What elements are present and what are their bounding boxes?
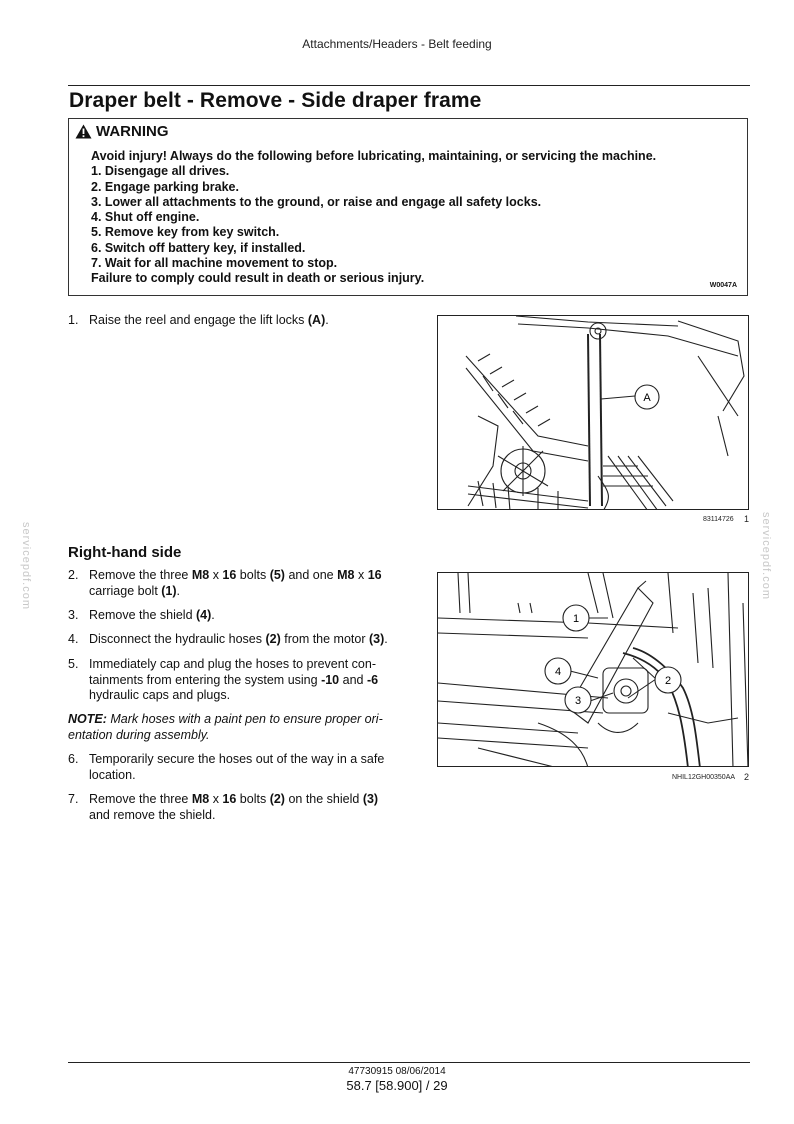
warning-line: Avoid injury! Always do the following before lubricating, maintaining, or servicing the machine. bbox=[91, 149, 657, 163]
callout-2-label: 2 bbox=[664, 675, 672, 687]
step-number: 2. bbox=[68, 568, 79, 582]
watermark-right: servicepdf.com bbox=[759, 512, 772, 600]
draper-motor-illustration bbox=[438, 573, 749, 767]
figure-2-side-draper-motor bbox=[437, 572, 749, 767]
step-text: Immediately cap and plug the hoses to prevent con- tainments from entering the system using -10 and -6 hydraulic caps and plugs. bbox=[89, 657, 379, 702]
footer-rule bbox=[68, 1062, 750, 1063]
step-number: 6. bbox=[68, 752, 79, 766]
warning-line: 7. Wait for all machine movement to stop. bbox=[91, 256, 338, 271]
step-number: 1. bbox=[68, 313, 79, 327]
callout-1-label: 1 bbox=[572, 613, 580, 625]
step-7 bbox=[68, 792, 413, 824]
section-heading: Right-hand side bbox=[68, 544, 182, 561]
step-6 bbox=[68, 752, 413, 784]
step-text: Raise the reel and engage the lift locks (A). bbox=[89, 313, 329, 327]
note-paragraph: NOTE: Mark hoses with a paint pen to ensure proper ori- entation during assembly. bbox=[68, 712, 383, 742]
step-3 bbox=[68, 608, 413, 624]
callout-4-label: 4 bbox=[554, 666, 562, 678]
figure-1-reel-lift-lock bbox=[437, 315, 749, 510]
callout-a-label: A bbox=[643, 392, 651, 404]
step-number: 5. bbox=[68, 657, 79, 671]
step-2 bbox=[68, 568, 413, 600]
figure-1-number: 1 bbox=[744, 514, 750, 524]
footer-doc-id: 47730915 08/06/2014 bbox=[348, 1066, 446, 1077]
warning-box bbox=[68, 118, 748, 296]
warning-code: W0047A bbox=[709, 282, 737, 289]
warning-line: 2. Engage parking brake. bbox=[91, 179, 239, 194]
warning-line: 3. Lower all attachments to the ground, or raise and engage all safety locks. bbox=[91, 194, 542, 209]
running-header: Attachments/Headers - Belt feeding bbox=[302, 37, 492, 51]
step-5 bbox=[68, 657, 413, 705]
warning-line: 1. Disengage all drives. bbox=[91, 164, 230, 179]
step-number: 3. bbox=[68, 608, 79, 622]
page-title: Draper belt - Remove - Side draper frame bbox=[69, 89, 482, 112]
warning-list bbox=[91, 149, 656, 287]
note-label: NOTE: bbox=[68, 712, 107, 726]
warning-line: 4. Shut off engine. bbox=[91, 210, 200, 225]
warning-line: Failure to comply could result in death or serious injury. bbox=[91, 271, 425, 286]
step-1 bbox=[68, 313, 418, 329]
figure-2-number: 2 bbox=[744, 772, 750, 782]
header-rule bbox=[68, 85, 750, 86]
step-text: Disconnect the hydraulic hoses (2) from the motor (3). bbox=[89, 632, 388, 646]
step-text: Temporarily secure the hoses out of the way in a safe location. bbox=[89, 752, 385, 782]
watermark-left: servicepdf.com bbox=[19, 522, 32, 610]
warning-heading bbox=[75, 123, 169, 140]
step-number: 4. bbox=[68, 632, 79, 646]
figure-2-caption: NHIL12GH00350AA bbox=[672, 774, 736, 781]
step-text: Remove the three M8 x 16 bolts (5) and one M8 x 16 carriage bolt (1). bbox=[89, 568, 382, 598]
callout-3-label: 3 bbox=[574, 695, 582, 707]
warning-line: 5. Remove key from key switch. bbox=[91, 225, 280, 240]
reel-lift-illustration bbox=[438, 316, 749, 510]
step-4 bbox=[68, 632, 413, 648]
warning-line: 6. Switch off battery key, if installed. bbox=[91, 240, 306, 255]
warning-triangle-icon bbox=[75, 124, 92, 139]
step-number: 7. bbox=[68, 792, 79, 806]
figure-1-caption: 83114726 bbox=[703, 516, 734, 523]
warning-heading-text: WARNING bbox=[96, 123, 169, 140]
step-text: Remove the three M8 x 16 bolts (2) on the shield (3) and remove the shield. bbox=[89, 792, 379, 822]
step-text: Remove the shield (4). bbox=[89, 608, 215, 622]
footer-page-number: 58.7 [58.900] / 29 bbox=[346, 1078, 448, 1093]
